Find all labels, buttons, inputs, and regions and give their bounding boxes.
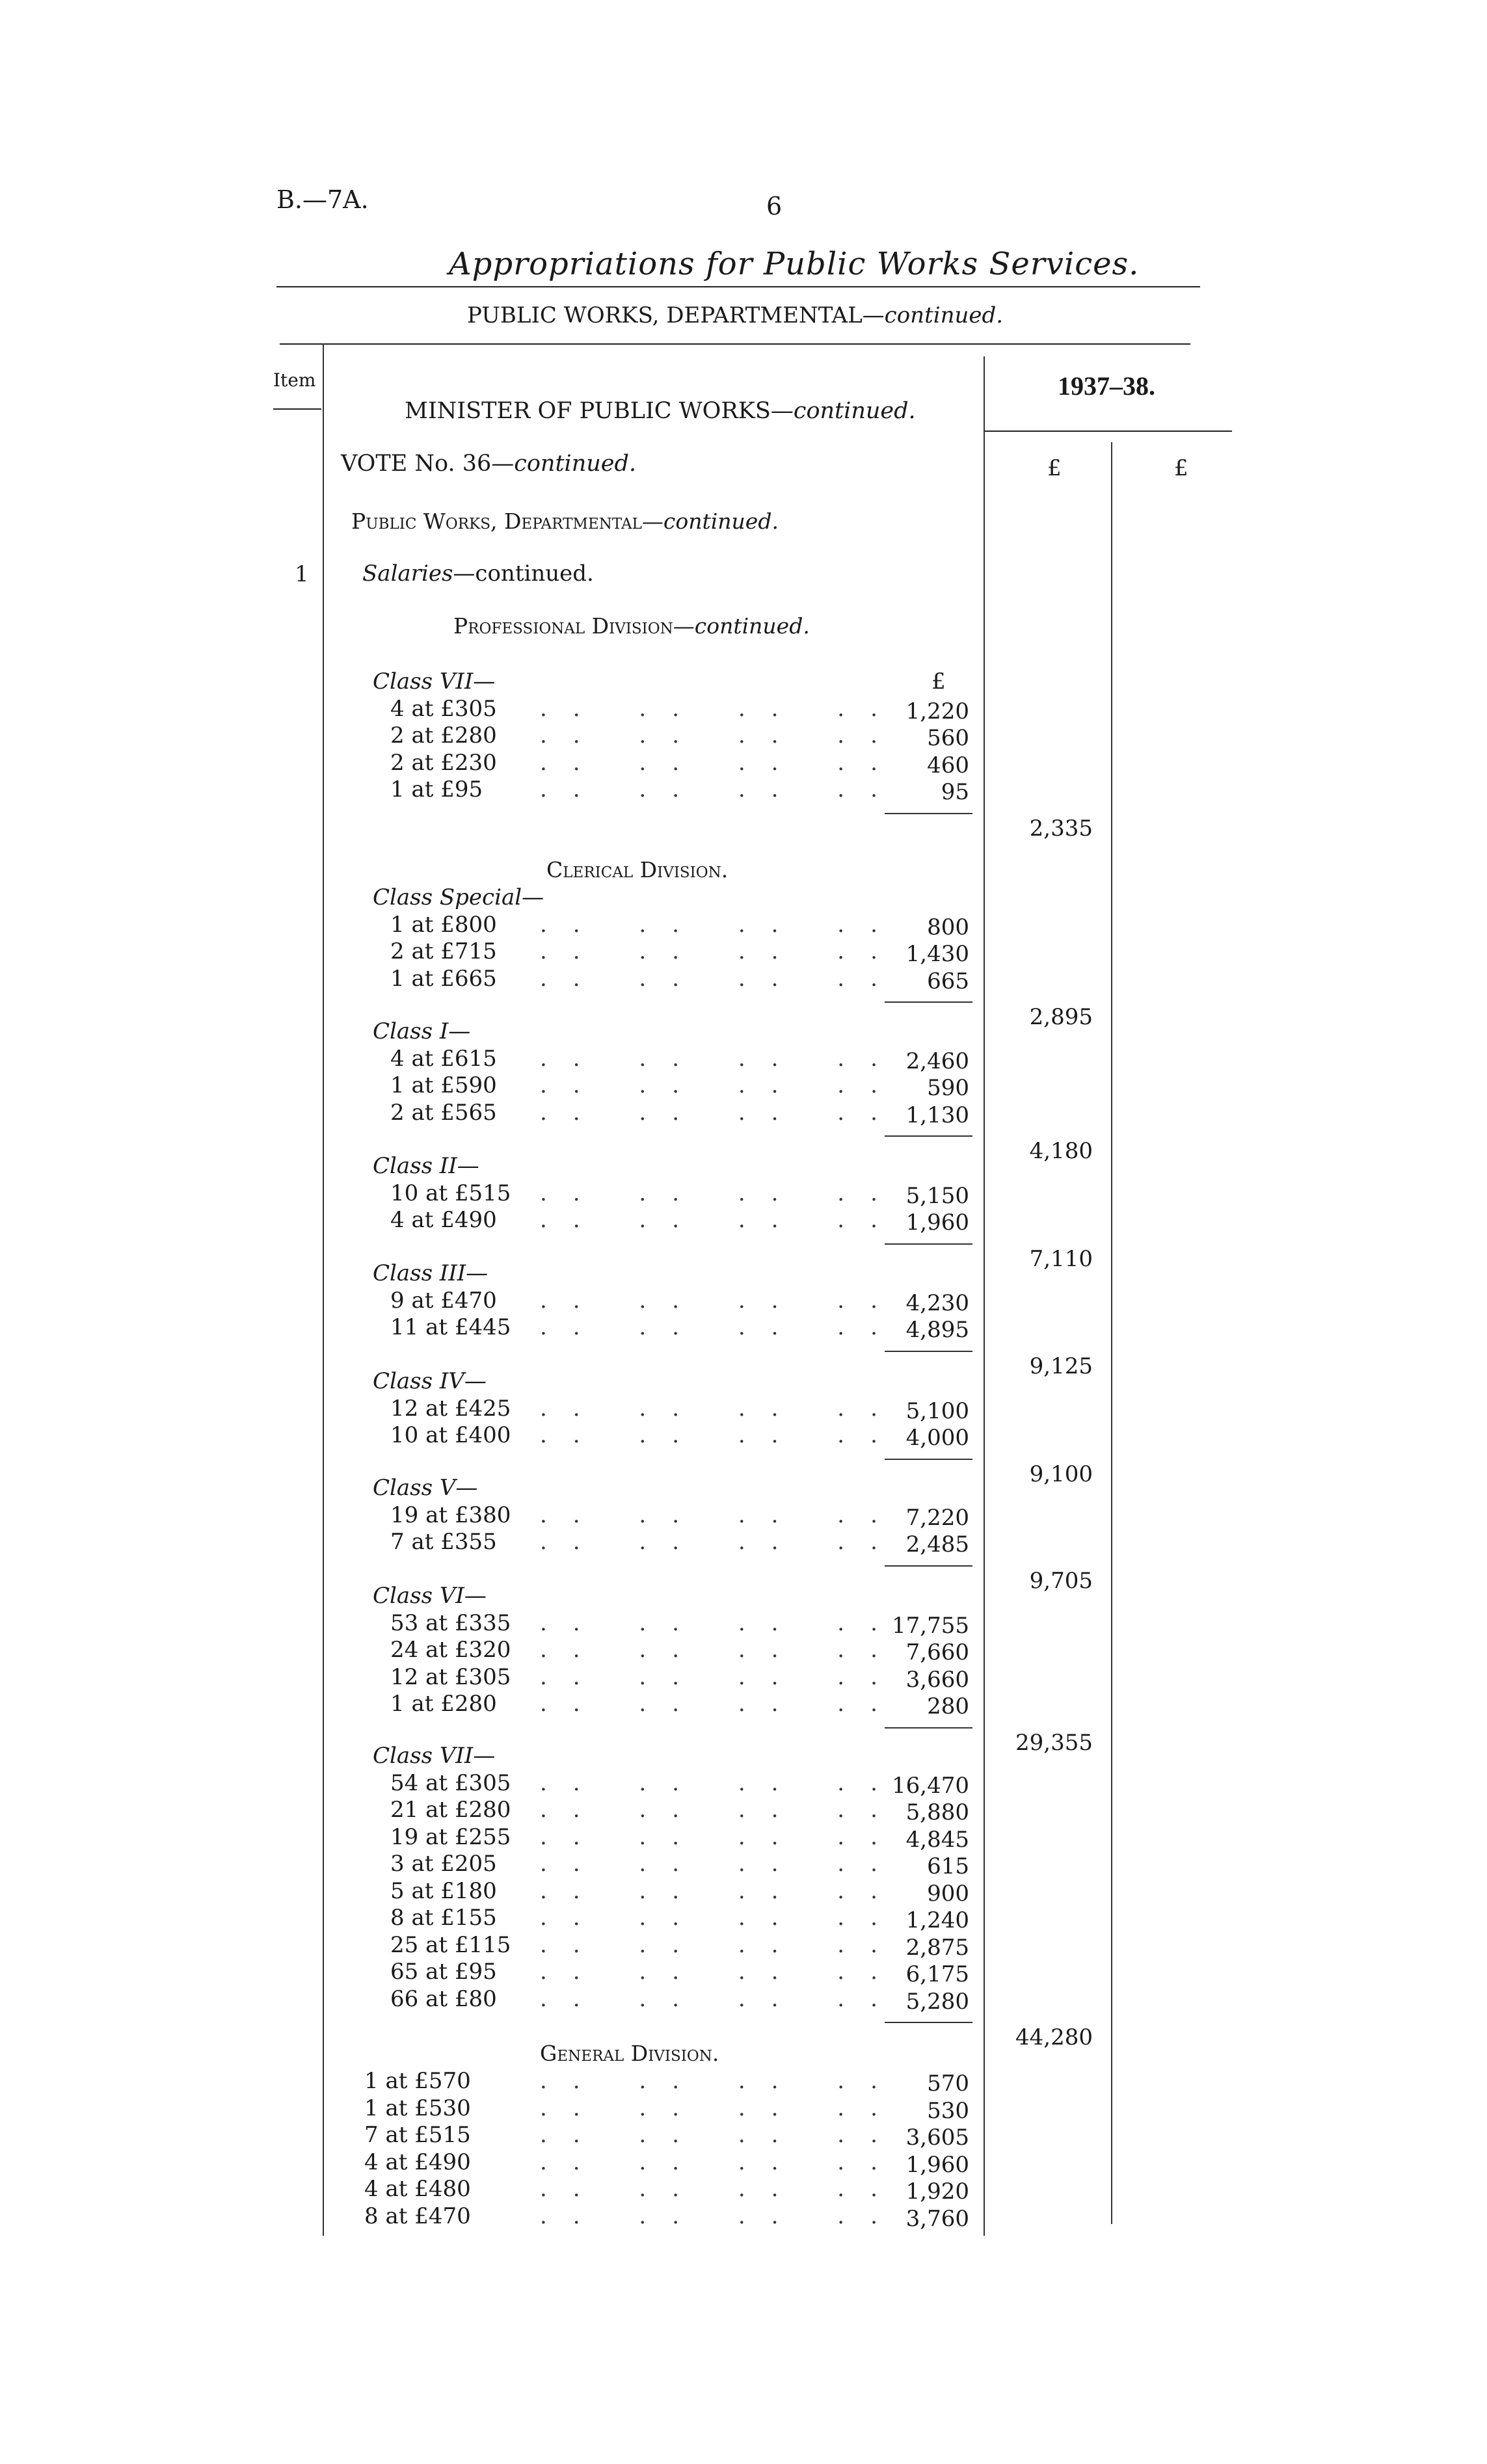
line-description: 2 at £230 bbox=[390, 749, 497, 776]
line-amount: 95 bbox=[941, 779, 969, 805]
leader-dots: .. .. .. .. bbox=[540, 2122, 904, 2148]
leader-dots: .. .. .. .. bbox=[540, 1072, 904, 1098]
subtotal-rule bbox=[885, 1459, 972, 1460]
leader-dots: .. .. .. .. bbox=[540, 1610, 904, 1636]
line-description: 11 at £445 bbox=[390, 1314, 511, 1340]
class-total: 2,335 bbox=[1029, 815, 1093, 841]
amount-column-divider bbox=[984, 356, 985, 2236]
department-heading: Public Works, Departmental—continued. bbox=[351, 509, 779, 534]
class-total: 4,180 bbox=[1029, 1138, 1093, 1164]
line-amount: 4,230 bbox=[905, 1290, 969, 1316]
subtotal-rule bbox=[885, 1135, 972, 1137]
line-description: 12 at £425 bbox=[390, 1395, 511, 1422]
line-amount: 590 bbox=[927, 1075, 969, 1101]
line-amount: 560 bbox=[927, 725, 969, 751]
leader-dots: .. .. .. .. bbox=[540, 1045, 904, 1072]
subtotal-rule bbox=[885, 1727, 972, 1729]
item-header-underline bbox=[273, 408, 321, 410]
class-label: Class VII— bbox=[373, 669, 496, 695]
line-amount: 1,430 bbox=[905, 941, 969, 967]
line-amount: 2,875 bbox=[905, 1934, 969, 1961]
line-amount: 5,880 bbox=[905, 1799, 969, 1825]
leader-dots: .. .. .. .. bbox=[540, 2149, 904, 2175]
line-amount: 1,960 bbox=[905, 2151, 969, 2178]
line-amount: 2,485 bbox=[905, 1531, 969, 1557]
leader-dots: .. .. .. .. bbox=[540, 2095, 904, 2121]
class-label: Class V— bbox=[373, 1475, 478, 1501]
line-amount: 16,470 bbox=[892, 1772, 969, 1799]
line-description: 4 at £490 bbox=[390, 1207, 497, 1233]
leader-dots: .. .. .. .. bbox=[540, 1663, 904, 1690]
line-amount: 5,280 bbox=[905, 1988, 969, 2015]
leader-dots: .. .. .. .. bbox=[540, 965, 904, 992]
line-amount: 900 bbox=[927, 1880, 969, 1907]
year-header: 1937–38. bbox=[1058, 371, 1155, 401]
line-amount: 3,605 bbox=[905, 2125, 969, 2151]
subtotal-rule bbox=[885, 1243, 972, 1245]
item-column-divider bbox=[323, 343, 324, 2236]
leader-dots: .. .. .. .. bbox=[540, 749, 904, 776]
line-amount: 4,000 bbox=[905, 1425, 969, 1451]
line-amount: 17,755 bbox=[892, 1612, 969, 1639]
vote-heading: VOTE No. 36—continued. bbox=[341, 451, 637, 477]
class-total: 9,705 bbox=[1029, 1567, 1093, 1594]
line-description: 21 at £280 bbox=[390, 1797, 511, 1823]
subtotal-rule bbox=[885, 1351, 972, 1352]
leader-dots: .. .. .. .. bbox=[540, 1422, 904, 1448]
class-label: Class III— bbox=[373, 1260, 489, 1286]
line-description: 19 at £255 bbox=[390, 1823, 511, 1850]
leader-dots: .. .. .. .. bbox=[540, 1851, 904, 1877]
line-amount: 4,845 bbox=[905, 1826, 969, 1853]
line-description: 66 at £80 bbox=[390, 1985, 497, 2012]
line-description: 8 at £155 bbox=[390, 1905, 497, 1931]
total-column-divider bbox=[1111, 442, 1112, 2224]
class-label: Class VI— bbox=[373, 1583, 487, 1609]
leader-dots: .. .. .. .. bbox=[540, 1905, 904, 1931]
line-amount: 1,920 bbox=[905, 2179, 969, 2205]
class-total: 9,100 bbox=[1029, 1461, 1093, 1487]
line-amount: 7,660 bbox=[905, 1639, 969, 1665]
leader-dots: .. .. .. .. bbox=[540, 1985, 904, 2012]
leader-dots: .. .. .. .. bbox=[540, 1797, 904, 1823]
line-amount: 7,220 bbox=[905, 1504, 969, 1531]
line-amount: 570 bbox=[927, 2071, 969, 2097]
amount-pound-sign: £ bbox=[931, 669, 946, 695]
line-amount: 5,150 bbox=[905, 1182, 969, 1209]
salaries-heading: Salaries—continued. bbox=[362, 561, 594, 587]
line-description: 1 at £590 bbox=[390, 1072, 497, 1098]
leader-dots: .. .. .. .. bbox=[540, 1099, 904, 1126]
clerical-division-heading: Clerical Division. bbox=[546, 857, 729, 882]
line-description: 8 at £470 bbox=[364, 2203, 471, 2229]
leader-dots: .. .. .. .. bbox=[540, 1637, 904, 1663]
leader-dots: .. .. .. .. bbox=[540, 2203, 904, 2229]
leader-dots: .. .. .. .. bbox=[540, 695, 904, 722]
line-description: 4 at £480 bbox=[364, 2176, 471, 2202]
line-description: 2 at £565 bbox=[390, 1099, 497, 1126]
title-rule bbox=[276, 286, 1200, 287]
line-description: 4 at £490 bbox=[364, 2149, 471, 2175]
class-total: 29,355 bbox=[1015, 1729, 1093, 1756]
line-amount: 3,660 bbox=[905, 1666, 969, 1693]
leader-dots: .. .. .. .. bbox=[540, 1180, 904, 1206]
class-label: Class IV— bbox=[373, 1368, 487, 1394]
line-description: 1 at £280 bbox=[390, 1691, 497, 1717]
page-number: 6 bbox=[766, 192, 783, 220]
line-amount: 615 bbox=[927, 1853, 969, 1879]
leader-dots: .. .. .. .. bbox=[540, 1207, 904, 1233]
line-description: 54 at £305 bbox=[390, 1769, 511, 1796]
leader-dots: .. .. .. .. bbox=[540, 722, 904, 748]
class-total: 7,110 bbox=[1029, 1245, 1093, 1272]
leader-dots: .. .. .. .. bbox=[540, 1959, 904, 1985]
leader-dots: .. .. .. .. bbox=[540, 1287, 904, 1314]
line-amount: 800 bbox=[927, 914, 969, 940]
section-subtitle: PUBLIC WORKS, DEPARTMENTAL—continued. bbox=[467, 302, 1004, 328]
line-description: 1 at £95 bbox=[390, 776, 483, 802]
leader-dots: .. .. .. .. bbox=[540, 938, 904, 964]
line-description: 10 at £515 bbox=[390, 1180, 511, 1206]
line-amount: 3,760 bbox=[905, 2205, 969, 2232]
line-amount: 1,240 bbox=[905, 1907, 969, 1933]
line-amount: 460 bbox=[927, 752, 969, 778]
line-description: 19 at £380 bbox=[390, 1502, 511, 1528]
class-total: 9,125 bbox=[1029, 1353, 1093, 1379]
line-description: 1 at £800 bbox=[390, 911, 497, 938]
line-amount: 4,895 bbox=[905, 1317, 969, 1343]
leader-dots: .. .. .. .. bbox=[540, 1691, 904, 1717]
line-description: 9 at £470 bbox=[390, 1287, 497, 1314]
line-description: 4 at £305 bbox=[390, 695, 497, 722]
line-description: 53 at £335 bbox=[390, 1610, 511, 1636]
line-description: 1 at £570 bbox=[364, 2068, 471, 2094]
line-description: 12 at £305 bbox=[390, 1663, 511, 1690]
minister-heading: MINISTER OF PUBLIC WORKS—continued. bbox=[405, 398, 916, 424]
subtitle-rule bbox=[280, 343, 1190, 345]
line-amount: 530 bbox=[927, 2097, 969, 2124]
leader-dots: .. .. .. .. bbox=[540, 1823, 904, 1850]
page-title: Appropriations for Public Works Services. bbox=[449, 246, 1140, 282]
document-reference: B.—7A. bbox=[276, 185, 369, 214]
subtotal-rule bbox=[885, 1565, 972, 1567]
class-label: Class II— bbox=[373, 1153, 479, 1179]
leader-dots: .. .. .. .. bbox=[540, 1395, 904, 1422]
line-amount: 280 bbox=[927, 1693, 969, 1719]
line-description: 4 at £615 bbox=[390, 1045, 497, 1072]
leader-dots: .. .. .. .. bbox=[540, 1769, 904, 1796]
leader-dots: .. .. .. .. bbox=[540, 1529, 904, 1555]
line-amount: 1,220 bbox=[905, 698, 969, 724]
leader-dots: .. .. .. .. bbox=[540, 1931, 904, 1958]
line-amount: 2,460 bbox=[905, 1048, 969, 1074]
class-total: 2,895 bbox=[1029, 1004, 1093, 1030]
line-description: 5 at £180 bbox=[390, 1877, 497, 1904]
line-description: 7 at £355 bbox=[390, 1529, 497, 1555]
line-description: 2 at £715 bbox=[390, 938, 497, 964]
professional-division-heading: Professional Division—continued. bbox=[453, 613, 810, 639]
leader-dots: .. .. .. .. bbox=[540, 2068, 904, 2094]
line-description: 7 at £515 bbox=[364, 2122, 471, 2148]
leader-dots: .. .. .. .. bbox=[540, 1502, 904, 1528]
line-amount: 1,960 bbox=[905, 1210, 969, 1236]
line-description: 1 at £665 bbox=[390, 965, 497, 992]
line-description: 10 at £400 bbox=[390, 1422, 511, 1448]
line-description: 25 at £115 bbox=[390, 1931, 511, 1958]
line-description: 2 at £280 bbox=[390, 722, 497, 748]
class-total: 44,280 bbox=[1015, 2024, 1093, 2050]
line-amount: 5,100 bbox=[905, 1398, 969, 1424]
leader-dots: .. .. .. .. bbox=[540, 1314, 904, 1340]
subtotal-rule bbox=[885, 813, 972, 814]
item-number: 1 bbox=[295, 561, 309, 587]
line-description: 65 at £95 bbox=[390, 1959, 497, 1985]
leader-dots: .. .. .. .. bbox=[540, 1877, 904, 1904]
leader-dots: .. .. .. .. bbox=[540, 911, 904, 938]
line-description: 1 at £530 bbox=[364, 2095, 471, 2121]
line-amount: 1,130 bbox=[905, 1102, 969, 1128]
year-underline bbox=[985, 431, 1232, 432]
line-description: 24 at £320 bbox=[390, 1637, 511, 1663]
class-label: Class VII— bbox=[373, 1743, 496, 1769]
general-division-heading: General Division. bbox=[540, 2041, 719, 2066]
pound-header-2: £ bbox=[1174, 455, 1188, 481]
line-description: 3 at £205 bbox=[390, 1851, 497, 1877]
line-amount: 6,175 bbox=[905, 1961, 969, 1987]
leader-dots: .. .. .. .. bbox=[540, 776, 904, 802]
subtotal-rule bbox=[885, 1001, 972, 1003]
item-column-header: Item bbox=[273, 369, 316, 391]
class-label: Class Special— bbox=[373, 884, 544, 910]
leader-dots: .. .. .. .. bbox=[540, 2176, 904, 2202]
pound-header-1: £ bbox=[1047, 455, 1062, 481]
line-amount: 665 bbox=[927, 968, 969, 994]
subtotal-rule bbox=[885, 2022, 972, 2023]
class-label: Class I— bbox=[373, 1018, 471, 1044]
